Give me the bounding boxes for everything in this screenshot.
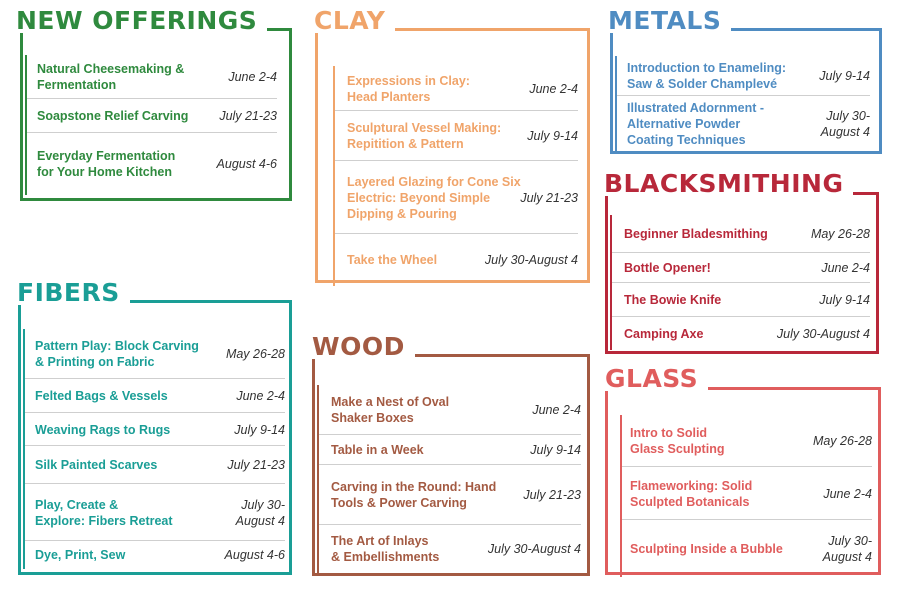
course-date [792, 533, 872, 565]
course-row [335, 111, 578, 161]
course-date [205, 457, 285, 473]
course-name-line: Electric: Beyond Simple [347, 190, 491, 205]
course-row [25, 413, 285, 446]
course-name [624, 260, 711, 276]
course-date-line: June 2-4 [228, 70, 277, 84]
fibers-title: FIBERS [17, 280, 130, 305]
new-offerings-course-list [25, 55, 277, 195]
course-date [471, 487, 581, 503]
course-date-line: August 4 [235, 513, 285, 528]
course-date [760, 292, 870, 308]
course-name-line: Sculpted Botanicals [630, 494, 750, 509]
course-name-line: Illustrated Adornment - [627, 100, 765, 115]
blacksmithing-title: BLACKSMITHING [604, 171, 853, 196]
course-name-line: Flameworking: Solid [630, 478, 753, 493]
course-date [471, 402, 581, 418]
course-name-line: Play, Create & [35, 497, 119, 512]
course-name-line: Intro to Solid [630, 426, 708, 440]
course-row [335, 234, 578, 286]
course-name-line: Soapstone Relief Carving [37, 109, 189, 123]
course-name-line: Layered Glazing for Cone Six [347, 174, 521, 189]
course-name-line: Glass Sculpting [630, 442, 725, 456]
course-name [35, 497, 173, 529]
course-name [624, 326, 703, 342]
course-name-line: Head Planters [347, 89, 431, 104]
course-date [468, 252, 578, 268]
course-name-line: Pattern Play: Block Carving [35, 339, 199, 353]
course-row [612, 215, 870, 253]
course-name-line: & Embellishments [331, 550, 440, 564]
course-name-line: The Art of Inlays [331, 534, 429, 548]
course-date [205, 422, 285, 438]
course-date-line: August 4-6 [216, 157, 277, 171]
course-name-line: Bottle Opener! [624, 261, 711, 275]
course-date-line: July 21-23 [219, 109, 277, 123]
course-name [624, 226, 768, 242]
course-name-line: Coating Techniques [627, 132, 746, 147]
course-date-line: July 30- [826, 108, 870, 123]
new-offerings-title: NEW OFFERINGS [16, 8, 267, 33]
course-row [25, 379, 285, 413]
course-row [319, 435, 581, 465]
fibers-course-list [23, 329, 285, 569]
glass-title: GLASS [605, 366, 708, 391]
course-date [760, 326, 870, 342]
course-date-line: July 30-August 4 [487, 542, 581, 556]
course-date-line: July 30- [241, 497, 285, 512]
course-name [37, 148, 175, 180]
course-row [25, 329, 285, 379]
course-name [347, 252, 437, 268]
course-row [27, 55, 277, 99]
glass-panel [605, 387, 881, 575]
course-row [27, 99, 277, 133]
course-date-line: July 9-14 [527, 129, 578, 143]
course-row [319, 465, 581, 525]
course-date-line: May 26-28 [812, 434, 872, 448]
course-date [795, 68, 870, 84]
course-name [627, 60, 786, 92]
course-date-line: July 30- [828, 533, 872, 548]
course-row [612, 317, 870, 350]
course-name-line: Weaving Rags to Rugs [35, 422, 171, 437]
course-date [471, 442, 581, 458]
clay-panel [315, 28, 590, 283]
course-row [25, 484, 285, 541]
course-name-line: Sculpting Inside a Bubble [630, 541, 783, 556]
course-name-line: for Your Home Kitchen [37, 165, 172, 179]
course-name [37, 61, 184, 93]
glass-course-list [620, 415, 872, 577]
blacksmithing-course-list [610, 215, 870, 350]
course-name [627, 100, 764, 148]
course-name-line: Introduction to Enameling: [627, 61, 787, 75]
course-row [25, 446, 285, 484]
course-row [622, 415, 872, 467]
course-row [612, 253, 870, 283]
course-row [622, 520, 872, 577]
course-name-line: Take the Wheel [347, 253, 438, 267]
course-date [468, 128, 578, 144]
course-date-line: July 21-23 [227, 458, 285, 472]
course-name [624, 292, 721, 308]
course-name-line: Dipping & Pouring [347, 206, 457, 221]
course-name-line: Felted Bags & Vessels [35, 389, 168, 403]
course-date [471, 541, 581, 557]
course-name-line: Tools & Power Carving [331, 496, 467, 510]
course-name-line: Explore: Fibers Retreat [35, 513, 173, 528]
course-date-line: July 9-14 [819, 69, 870, 83]
course-date [792, 433, 872, 449]
course-row [612, 283, 870, 317]
course-date-line: August 4-6 [224, 548, 285, 562]
course-name [37, 108, 188, 124]
course-date [792, 486, 872, 502]
course-name [35, 457, 157, 473]
course-date-line: July 21-23 [520, 190, 578, 205]
course-date [468, 190, 578, 206]
course-name [331, 533, 439, 565]
metals-title: METALS [608, 8, 731, 33]
new-offerings-panel [20, 28, 292, 201]
course-date-line: July 21-23 [523, 488, 581, 502]
course-name-line: Silk Painted Scarves [35, 458, 158, 472]
course-name-line: Saw & Solder Champlevé [627, 77, 778, 91]
course-row [319, 385, 581, 435]
course-name-line: & Printing on Fabric [35, 355, 155, 369]
course-name-line: Alternative Powder [627, 116, 741, 131]
course-name [630, 541, 783, 557]
course-row [27, 133, 277, 195]
course-date-line: July 30-August 4 [484, 253, 578, 267]
course-date-line: May 26-28 [810, 227, 870, 241]
course-name [35, 388, 168, 404]
course-name [347, 73, 470, 105]
course-row [622, 467, 872, 520]
clay-title: CLAY [314, 8, 395, 33]
course-name-line: Beginner Bladesmithing [624, 227, 768, 241]
course-name [331, 442, 424, 458]
metals-panel [610, 28, 882, 154]
course-row [335, 161, 578, 234]
course-date [205, 497, 285, 529]
course-date-line: May 26-28 [225, 347, 285, 361]
course-name-line: Sculptural Vessel Making: [347, 121, 502, 135]
course-date-line: June 2-4 [821, 261, 870, 275]
metals-course-list [615, 56, 870, 151]
course-date-line: August 4 [822, 549, 872, 564]
course-date-line: August 4 [820, 124, 870, 139]
course-name [331, 394, 449, 426]
course-name [35, 338, 199, 370]
course-date [468, 81, 578, 97]
course-date [760, 226, 870, 242]
course-name-line: Natural Cheesemaking & [37, 62, 185, 76]
course-row [617, 96, 870, 151]
course-name [35, 547, 125, 563]
course-date [197, 108, 277, 124]
blacksmithing-panel [605, 192, 879, 354]
course-date-line: July 9-14 [234, 422, 285, 437]
clay-course-list [333, 66, 578, 286]
course-row [617, 56, 870, 96]
wood-title: WOOD [312, 334, 415, 359]
course-name-line: Dye, Print, Sew [35, 548, 126, 562]
wood-panel [312, 354, 590, 576]
course-row [335, 66, 578, 111]
course-date [760, 260, 870, 276]
course-name [35, 422, 170, 438]
course-name-line: Fermentation [37, 78, 117, 92]
course-name-line: Shaker Boxes [331, 411, 414, 425]
course-row [319, 525, 581, 573]
course-date [197, 156, 277, 172]
course-name-line: Camping Axe [624, 326, 704, 341]
course-date-line: July 30-August 4 [776, 326, 870, 341]
course-name-line: Table in a Week [331, 443, 424, 457]
course-name [630, 478, 752, 510]
course-date [205, 388, 285, 404]
course-date-line: June 2-4 [529, 81, 578, 96]
course-name [630, 425, 724, 457]
course-date [197, 69, 277, 85]
course-date-line: June 2-4 [532, 403, 581, 417]
course-date [205, 547, 285, 563]
fibers-panel [18, 300, 292, 575]
course-date-line: June 2-4 [823, 486, 872, 501]
course-name-line: Everyday Fermentation [37, 149, 176, 163]
course-name-line: Carving in the Round: Hand [331, 480, 497, 494]
course-date [205, 346, 285, 362]
course-name-line: Repitition & Pattern [347, 137, 464, 151]
course-date-line: June 2-4 [236, 389, 285, 403]
course-name-line: The Bowie Knife [624, 293, 722, 307]
course-date-line: July 9-14 [819, 293, 870, 307]
wood-course-list [317, 385, 581, 573]
course-date-line: July 9-14 [530, 443, 581, 457]
course-name-line: Expressions in Clay: [347, 73, 470, 88]
course-name-line: Make a Nest of Oval [331, 395, 450, 409]
course-row [25, 541, 285, 569]
course-date [795, 108, 870, 140]
